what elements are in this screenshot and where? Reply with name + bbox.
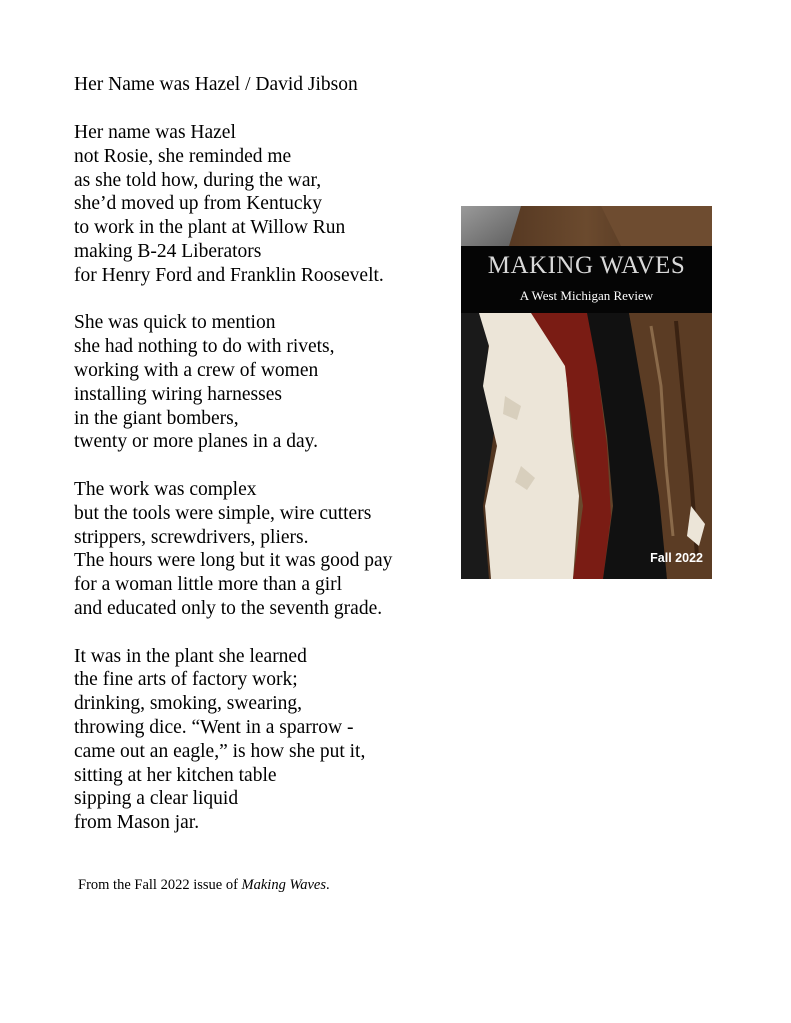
- poem-line: the fine arts of factory work;: [74, 669, 298, 691]
- stanza-3: [74, 478, 392, 621]
- source-note: [78, 876, 330, 894]
- poem-line: making B-24 Liberators: [74, 240, 262, 262]
- source-note-publication: Making Waves: [241, 877, 326, 893]
- poem-line: to work in the plant at Willow Run: [74, 217, 346, 239]
- poem-title: Her Name was Hazel / David Jibson: [74, 74, 358, 95]
- stanza-4: [74, 645, 392, 835]
- poem-line: The work was complex: [74, 478, 257, 500]
- poem-line: Her name was Hazel: [74, 122, 236, 143]
- cover-subtitle: A West Michigan Review: [519, 288, 654, 303]
- source-note-suffix: .: [325, 877, 330, 893]
- poem-line: but the tools were simple, wire cutters: [74, 502, 372, 524]
- poem-line: The hours were long but it was good pay: [74, 550, 393, 572]
- poem-line: from Mason jar.: [74, 812, 200, 834]
- poem-line: sipping a clear liquid: [74, 788, 239, 810]
- poem-body: [74, 121, 392, 859]
- poem-line: working with a crew of women: [74, 359, 319, 381]
- cover-title: MAKING WAVES: [487, 252, 686, 279]
- cover-issue-label: Fall 2022: [650, 551, 703, 565]
- poem-line: and educated only to the seventh grade.: [74, 597, 383, 619]
- poem-line: came out an eagle,” is how she put it,: [74, 740, 366, 762]
- poem-line: strippers, screwdrivers, pliers.: [74, 526, 309, 548]
- poem-line: It was in the plant she learned: [74, 645, 307, 667]
- poem-line: throwing dice. “Went in a sparrow -: [74, 716, 354, 738]
- poem-line: twenty or more planes in a day.: [74, 431, 319, 453]
- magazine-cover: [461, 206, 712, 579]
- poem-line: She was quick to mention: [74, 312, 276, 334]
- poem-line: drinking, smoking, swearing,: [74, 693, 303, 715]
- poem-line: for a woman little more than a girl: [74, 574, 343, 596]
- poem-line: as she told how, during the war,: [74, 169, 322, 191]
- stanza-2: [74, 311, 392, 454]
- stanza-1: [74, 121, 392, 288]
- poem-line: sitting at her kitchen table: [74, 764, 277, 786]
- poem-line: she’d moved up from Kentucky: [74, 193, 323, 215]
- poem-line: for Henry Ford and Franklin Roosevelt.: [74, 264, 384, 286]
- source-note-prefix: From the Fall 2022 issue of: [78, 877, 242, 893]
- poem-line: she had nothing to do with rivets,: [74, 336, 335, 358]
- poem-line: not Rosie, she reminded me: [74, 145, 292, 167]
- poem-line: installing wiring harnesses: [74, 383, 282, 405]
- poem-line: in the giant bombers,: [74, 407, 239, 429]
